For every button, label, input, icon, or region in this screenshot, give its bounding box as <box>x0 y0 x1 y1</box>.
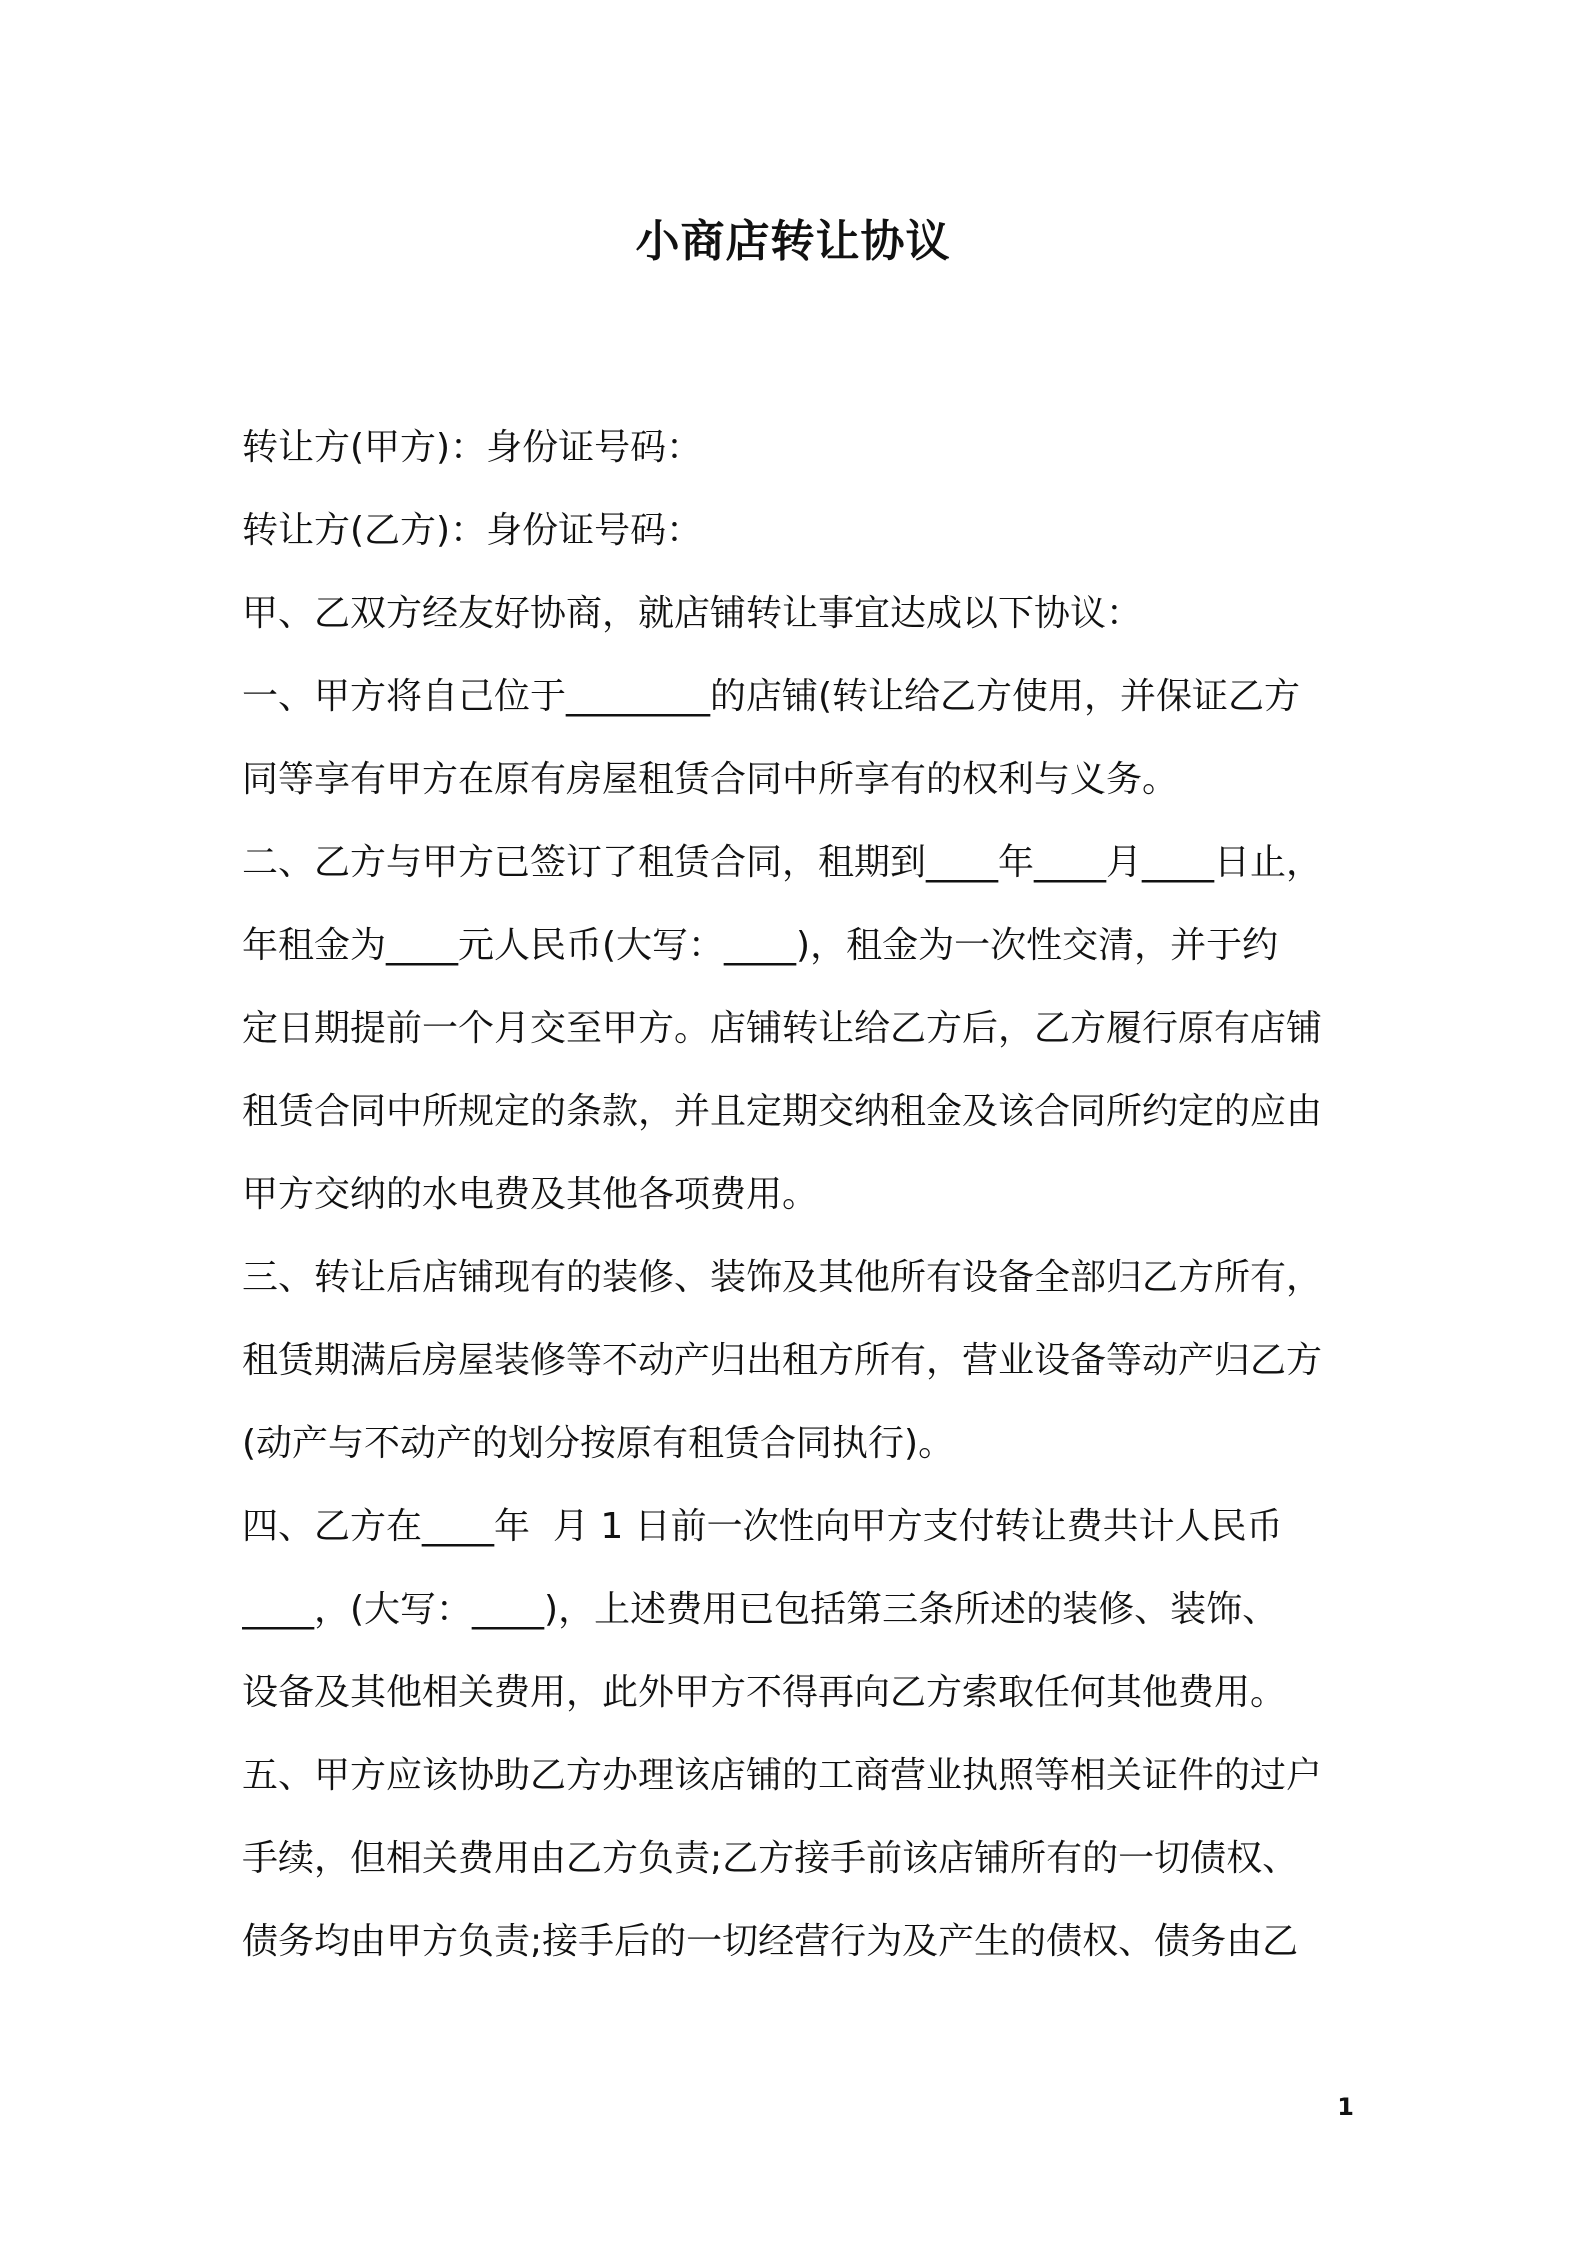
clause-5-line-2: 手续，但相关费用由乙方负责;乙方接手前该店铺所有的一切债权、 <box>242 1838 1299 1879</box>
clause-3-line-3: (动产与不动产的划分按原有租赁合同执行)。 <box>242 1423 955 1464</box>
page-number: 1 <box>1337 2093 1354 2121</box>
clause-2-line-5: 甲方交纳的水电费及其他各项费用。 <box>242 1174 819 1215</box>
clause-2-line-1: 二、乙方与甲方已签订了租赁合同，租期到____年____月____日止， <box>242 842 1323 883</box>
clause-4-line-2: ____，(大写：____)，上述费用已包括第三条所述的装修、装饰、 <box>242 1589 1279 1630</box>
clause-1-line-1: 一、甲方将自己位于________的店铺(转让给乙方使用，并保证乙方 <box>242 676 1301 717</box>
clause-1-line-2: 同等享有甲方在原有房屋租赁合同中所享有的权利与义务。 <box>242 759 1179 800</box>
clause-2-line-4: 租赁合同中所规定的条款，并且定期交纳租金及该合同所约定的应由 <box>242 1091 1323 1132</box>
clause-4-line-1: 四、乙方在____年 月 1 日前一次性向甲方支付转让费共计人民币 <box>242 1506 1283 1547</box>
clause-3-line-1: 三、转让后店铺现有的装修、装饰及其他所有设备全部归乙方所有， <box>242 1257 1323 1298</box>
agreement-intro: 甲、乙双方经友好协商，就店铺转让事宜达成以下协议： <box>242 593 1143 634</box>
clause-4-line-3: 设备及其他相关费用，此外甲方不得再向乙方索取任何其他费用。 <box>242 1672 1287 1713</box>
party-a-line: 转让方(甲方)：身份证号码： <box>242 427 703 468</box>
party-b-line: 转让方(乙方)：身份证号码： <box>242 510 703 551</box>
clause-2-line-3: 定日期提前一个月交至甲方。店铺转让给乙方后，乙方履行原有店铺 <box>242 1008 1323 1049</box>
clause-2-line-2: 年租金为____元人民币(大写：____)，租金为一次性交清，并于约 <box>242 925 1279 966</box>
clause-5-line-3: 债务均由甲方负责;接手后的一切经营行为及产生的债权、债务由乙 <box>242 1921 1299 1962</box>
clause-3-line-2: 租赁期满后房屋装修等不动产归出租方所有，营业设备等动产归乙方 <box>242 1340 1323 1381</box>
document-title: 小商店转让协议 <box>635 216 951 267</box>
clause-5-line-1: 五、甲方应该协助乙方办理该店铺的工商营业执照等相关证件的过户 <box>242 1755 1323 1796</box>
